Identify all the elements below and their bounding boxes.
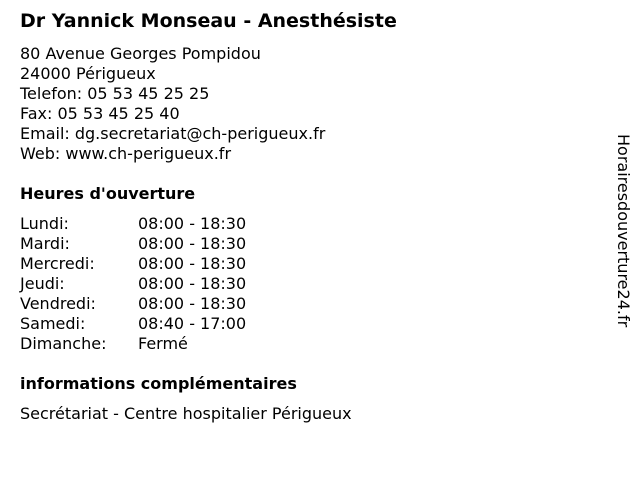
day-hours: 08:00 - 18:30 <box>138 254 247 273</box>
fax-line: Fax: 05 53 45 25 40 <box>20 104 180 123</box>
day-label: Vendredi: <box>20 294 96 313</box>
day-label: Dimanche: <box>20 334 107 353</box>
extra-info-text: Secrétariat - Centre hospitalier Périgueux <box>20 404 352 423</box>
side-watermark <box>610 134 636 370</box>
day-hours: 08:00 - 18:30 <box>138 274 247 293</box>
day-hours: Fermé <box>138 334 188 353</box>
address-street: 80 Avenue Georges Pompidou <box>20 44 261 63</box>
hours-row-vendredi <box>20 294 246 314</box>
day-hours: 08:00 - 18:30 <box>138 294 247 313</box>
hours-row-lundi <box>20 214 246 234</box>
day-hours: 08:00 - 18:30 <box>138 214 247 233</box>
phone-line: Telefon: 05 53 45 25 25 <box>20 84 210 103</box>
day-label: Mercredi: <box>20 254 95 273</box>
contact-block <box>20 44 325 164</box>
hours-row-jeudi <box>20 274 246 294</box>
day-label: Lundi: <box>20 214 69 233</box>
day-label: Samedi: <box>20 314 86 333</box>
day-hours: 08:40 - 17:00 <box>138 314 247 333</box>
page-title: Dr Yannick Monseau - Anesthésiste <box>20 10 397 32</box>
web-line: Web: www.ch-perigueux.fr <box>20 144 232 163</box>
hours-row-dimanche <box>20 334 246 354</box>
hours-heading: Heures d'ouverture <box>20 184 196 203</box>
extra-info-heading: informations complémentaires <box>20 374 297 393</box>
hours-row-samedi <box>20 314 246 334</box>
day-label: Mardi: <box>20 234 70 253</box>
address-city: 24000 Périgueux <box>20 64 156 83</box>
email-line: Email: dg.secretariat@ch-perigueux.fr <box>20 124 326 143</box>
side-watermark-text: Horairesdouverture24.fr <box>614 134 633 328</box>
hours-table <box>20 214 246 354</box>
day-hours: 08:00 - 18:30 <box>138 234 247 253</box>
hours-row-mercredi <box>20 254 246 274</box>
hours-row-mardi <box>20 234 246 254</box>
day-label: Jeudi: <box>20 274 65 293</box>
